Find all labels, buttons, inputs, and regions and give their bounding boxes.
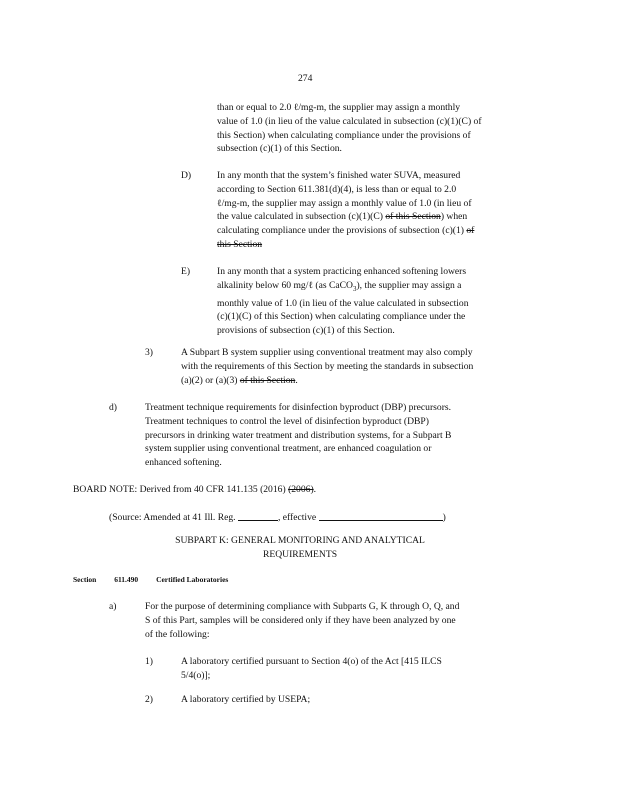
item-d-paragraph [145,401,525,470]
item-D-paragraph [217,169,535,252]
text-line: with the requirements of this Section by meeting the standards in subsection [181,360,474,372]
item-label-E: E) [181,266,191,277]
source-mid: , effective [277,512,317,523]
text-line: this Section) when calculating compliance under the provisions of [217,129,471,141]
text-line [217,279,535,297]
text-segment: calculating compliance under the provisions of subsection (c)(1) [217,225,464,237]
item-2-paragraph [181,693,521,707]
struck-text: this Section [217,238,263,250]
text-line: A laboratory certified pursuant to Section 4(o) of the Act [415 ILCS [181,656,442,667]
item-label-3: 3) [145,347,153,358]
text-segment: ) when [440,211,468,223]
subscript: 3 [352,284,357,293]
board-note [73,483,316,497]
item-1-paragraph [181,655,521,683]
text-line: ℓ/mg-m, the supplier may assign a monthly value of 1.0 (in lieu of [217,197,472,209]
text-line: of the following: [145,628,210,640]
item-label-D: D) [181,170,192,181]
text-line [217,224,535,238]
text-line: provisions of subsection (c)(1) of this Section. [217,325,395,337]
item-a-paragraph [145,600,535,641]
text-line: than or equal to 2.0 ℓ/mg-m, the supplier may assign a monthly [217,102,461,113]
item-label-2: 2) [145,694,153,705]
blank-line [238,510,278,521]
item-E-paragraph [217,265,535,338]
text-line: according to Section 611.381(d)(4), is less than or equal to 2.0 [217,183,457,195]
text-line: value of 1.0 (in lieu of the value calculated in subsection (c)(1)(C) of [217,115,482,127]
source-prefix: (Source: Amended at 41 Ill. Reg. [109,512,236,523]
section-title: Certified Laboratories [156,575,229,584]
text-line: precursors in drinking water treatment and distribution systems, for a Subpart B [145,429,452,441]
struck-text: (2006) [288,484,314,495]
page-number: 274 [298,73,313,84]
text-line: For the purpose of determining compliance with Subparts G, K through O, Q, and [145,601,460,612]
text-line: In any month that the system’s finished water SUVA, measured [217,170,461,181]
struck-text: of this Section [385,211,441,223]
text-line: A Subpart B system supplier using conventional treatment may also comply [181,347,473,358]
text-line: 5/4(o)]; [181,669,211,681]
heading-line: SUBPART K: GENERAL MONITORING AND ANALYTICAL [175,535,425,546]
text-line: enhanced softening. [145,457,222,469]
section-label: Section [73,575,97,584]
source-note [109,510,446,525]
continuation-paragraph [217,101,535,156]
blank-line [319,510,443,521]
struck-text: of this Section [239,374,296,386]
item-label-a: a) [109,601,117,612]
text-line: monthly value of 1.0 (in lieu of the value calculated in subsection [217,297,469,309]
board-note-text: BOARD NOTE: Derived from 40 CFR 141.135 (2016) [73,484,286,495]
text-segment: ), the supplier may assign a [356,279,462,291]
text-line: (c)(1)(C) of this Section) when calculating compliance under the [217,311,466,323]
text-segment: . [313,484,317,495]
text-line: subsection (c)(1) of this Section. [217,143,342,155]
text-line: In any month that a system practicing enhanced softening lowers [217,266,467,277]
text-line: system supplier using conventional treatment, are enhanced coagulation or [145,443,432,455]
heading-line: REQUIREMENTS [262,548,338,560]
text-line [181,374,541,388]
text-segment: . [295,374,298,386]
struck-text: of [466,225,475,237]
text-line: Treatment technique requirements for disinfection byproduct (DBP) precursors. [145,402,452,413]
text-line [217,210,535,224]
text-line: Treatment techniques to control the level of disinfection byproduct (DBP) [145,415,429,427]
item-3-paragraph [181,346,541,387]
text-line: S of this Part, samples will be considered only if they have been analyzed by one [145,614,456,626]
item-label-d: d) [109,402,117,413]
text-segment: alkalinity below 60 mg/ℓ (as CaCO [217,279,353,291]
item-label-1: 1) [145,656,153,667]
source-end: ) [442,512,446,523]
text-line [217,238,535,252]
text-segment: the value calculated in subsection (c)(1)(C) [217,211,383,223]
text-line: A laboratory certified by USEPA; [181,694,311,705]
subpart-heading [140,534,460,562]
text-segment: (a)(2) or (a)(3) [181,374,238,386]
section-number: 611.490 [114,575,139,584]
section-heading [73,573,228,587]
